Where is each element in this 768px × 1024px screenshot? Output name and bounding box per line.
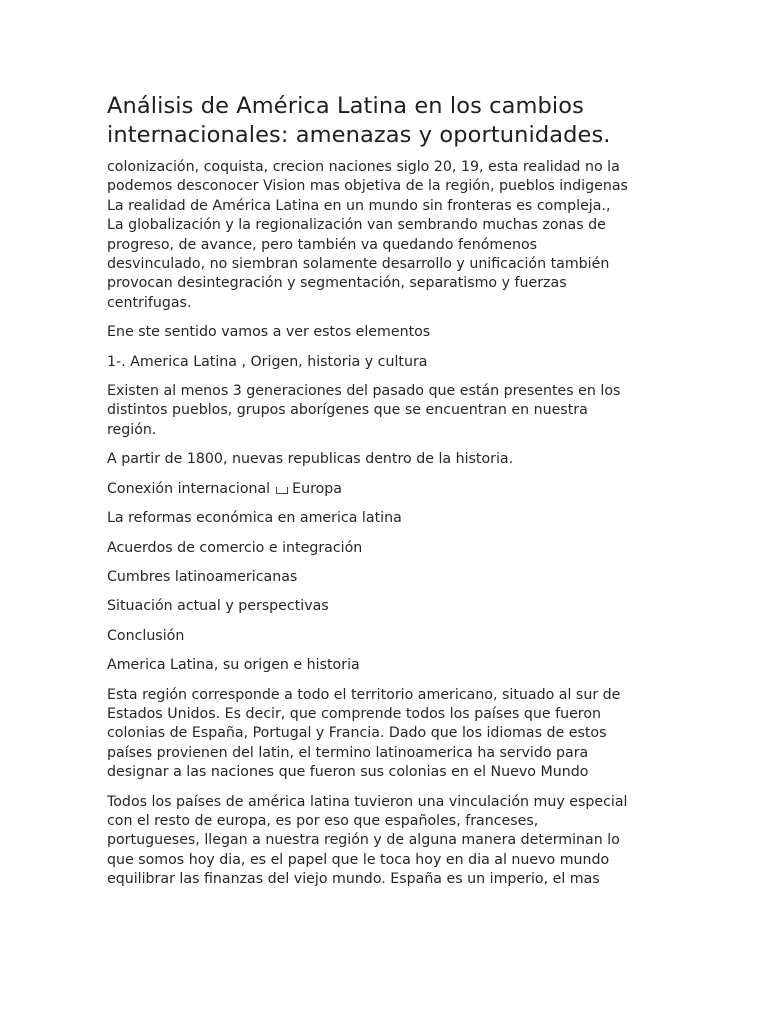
paragraph-generaciones: Existen al menos 3 generaciones del pasado que están presentes en los distintos pueblos, grupos aborígenes que se encuentran en nuestra región. (107, 383, 621, 438)
paragraph-todos: Todos los países de américa latina tuvieron una vinculación muy especial con el resto de europa, es por eso que españoles, franceses, portugueses, llegan a nuestra región y de alguna manera determinan lo que somos hoy dia, es el papel que le toca hoy en dia al nuevo mundo equilibrar las finanzas del viejo mundo. España es un imperio, el mas (107, 793, 628, 888)
paragraph-region: Esta región corresponde a todo el territorio americano, situado al sur de Estados Unidos. Es decir, que comprende todos los países que fueron colonias de España, Portugal y Francia. Dado que los idiomas de estos países provienen del latin, el termino latinoamerica ha servido para designar a las naciones que fueron sus colonias en el Nuevo Mundo (107, 686, 621, 781)
paragraph-acuerdos: Acuerdos de comercio e integración (107, 539, 363, 556)
paragraph-1800: A partir de 1800, nuevas republicas dentro de la historia. (107, 451, 514, 468)
paragraph-situacion: Situación actual y perspectivas (107, 598, 329, 615)
conexion-label: Conexión internacional (107, 480, 271, 497)
document-page (107, 92, 667, 900)
paragraph-cumbres: Cumbres latinoamericanas (107, 568, 298, 585)
conexion-target: Europa (292, 480, 342, 497)
paragraph-conexion (107, 480, 667, 499)
paragraph-sentido: Ene ste sentido vamos a ver estos elementos (107, 324, 431, 341)
paragraph-conclusion: Conclusión (107, 627, 185, 644)
document-title: Análisis de América Latina en los cambios internacionales: amenazas y oportunidades. (107, 93, 611, 148)
intro-paragraph: colonización, coquista, crecion naciones siglo 20, 19, esta realidad no la podemos desconocer Vision mas objetiva de la región, pueblos indigenas La realidad de América Latina en un mundo sin fronteras es compleja., La globalización y la regionalización van sembrando muchas zonas de progreso, de avance, pero también va quedando fenómenos desvinculado, no siembran solamente desarrollo y unificación también provocan desintegración y segmentación, separatismo y fuerzas centrifugas. (107, 159, 628, 311)
connector-icon (276, 487, 288, 494)
paragraph-origen: America Latina, su origen e historia (107, 657, 360, 674)
paragraph-item-1: 1-. America Latina , Origen, historia y cultura (107, 353, 428, 370)
paragraph-reformas: La reformas económica en america latina (107, 510, 402, 527)
